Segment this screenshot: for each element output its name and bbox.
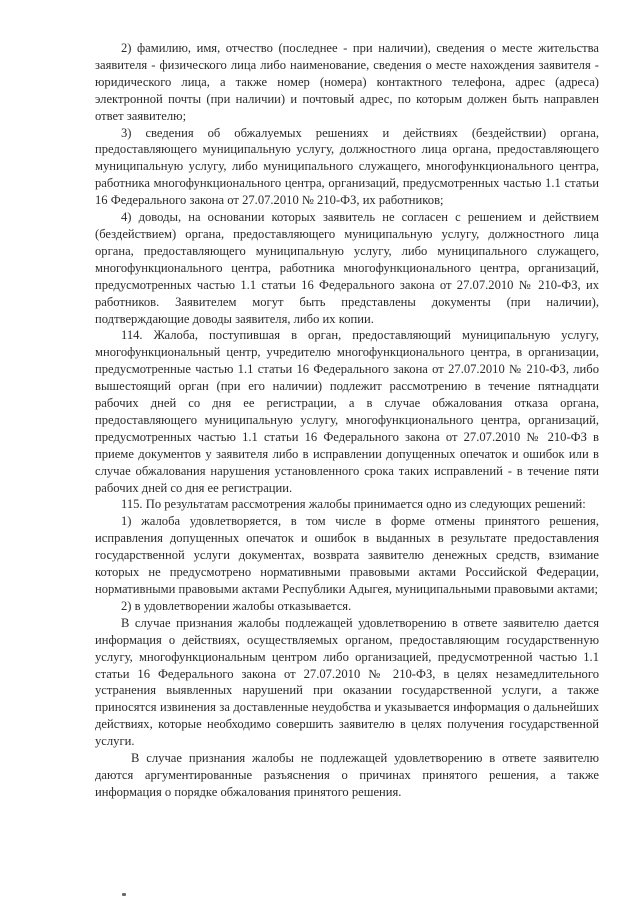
paragraph-decision-2: 2) в удовлетворении жалобы отказывается. bbox=[121, 598, 352, 613]
paragraph-item-3-appealed-decisions: 3) сведения об обжалуемых решениях и действиях (бездействии) органа, предоставляющего муниципальную услугу, должностного лица органа, предоставляющего муниципальную услугу, либо муниципального служащего, многофункционального центра, работника многофункционального центра, организаций, предусмотренных частью 1.1 статьи 16 Федерального закона от 27.07.2010 № 210-ФЗ, их работников; bbox=[95, 125, 599, 208]
document-page bbox=[95, 40, 599, 801]
paragraph-clause-115: 115. По результатам рассмотрения жалобы принимается одно из следующих решений: bbox=[121, 497, 586, 512]
paragraph-item-4-arguments: 4) доводы, на основании которых заявитель не согласен с решением и действием (бездействием) органа, предоставляющего муниципальную услугу, должностного лица органа, предоставляющего муниципальную услугу, либо муниципального служащего, многофункционального центра, работника многофункционального центра, организаций, предусмотренных частью 1.1 статьи 16 Федерального закона от 27.07.2010 № 210-ФЗ, их работников. Заявителем могут быть представлены документы (при наличии), подтверждающие доводы заявителя, либо их копии. bbox=[95, 210, 599, 326]
paragraph-rejected-case: В случае признания жалобы не подлежащей удовлетворению в ответе заявителю даются аргументированные разъяснения о причинах принятого решения, а также информация о порядке обжалования принятого решения. bbox=[95, 751, 599, 799]
paragraph-clause-114: 114. Жалоба, поступившая в орган, предоставляющий муниципальную услугу, многофункциональный центр, учредителю многофункционального центра, в организации, предусмотренные частью 1.1 статьи 16 Федерального закона от 27.07.2010 № 210-ФЗ, либо вышестоящий орган (при его наличии) подлежит рассмотрению в течение пятнадцати рабочих дней со дня ее регистрации, а в случае обжалования отказа органа, предоставляющего муниципальную услугу, многофункционального центра, организаций, предусмотренных частью 1.1 статьи 16 Федерального закона от 27.07.2010 № 210-ФЗ в приеме документов у заявителя либо в исправлении допущенных опечаток и ошибок или в случае обжалования нарушения установленного срока таких исправлений - в течение пяти рабочих дней со дня ее регистрации. bbox=[95, 328, 599, 495]
paragraph-decision-1: 1) жалоба удовлетворяется, в том числе в форме отмены принятого решения, исправления допущенных опечаток и ошибок в выданных в результате предоставления государственной услуги документах, возврата заявителю денежных средств, взимание которых не предусмотрено нормативными правовыми актами Российской Федерации, нормативными правовыми актами Республики Адыгея, муниципальными правовыми актами; bbox=[95, 514, 599, 596]
paragraph-satisfied-case: В случае признания жалобы подлежащей удовлетворению в ответе заявителю дается информация о действиях, осуществляемых органом, предоставляющим государственную услугу, многофункциональным центром либо организацией, предусмотренной частью 1.1 статьи 16 Федерального закона от 27.07.2010 № 210-ФЗ, в целях незамедлительного устранения выявленных нарушений при оказании государственной услуги, а также приносятся извинения за доставленные неудобства и указывается информация о дальнейших действиях, которые необходимо совершить заявителю в целях получения государственной услуги. bbox=[95, 615, 599, 749]
scan-artifact bbox=[122, 893, 126, 896]
paragraph-item-2-applicant-name: 2) фамилию, имя, отчество (последнее - при наличии), сведения о месте жительства заявителя - физического лица либо наименование, сведения о месте нахождения заявителя - юридического лица, а также номер (номера) контактного телефона, адрес (адреса) электронной почты (при наличии) и почтовый адрес, по которым должен быть направлен ответ заявителю; bbox=[95, 41, 599, 123]
